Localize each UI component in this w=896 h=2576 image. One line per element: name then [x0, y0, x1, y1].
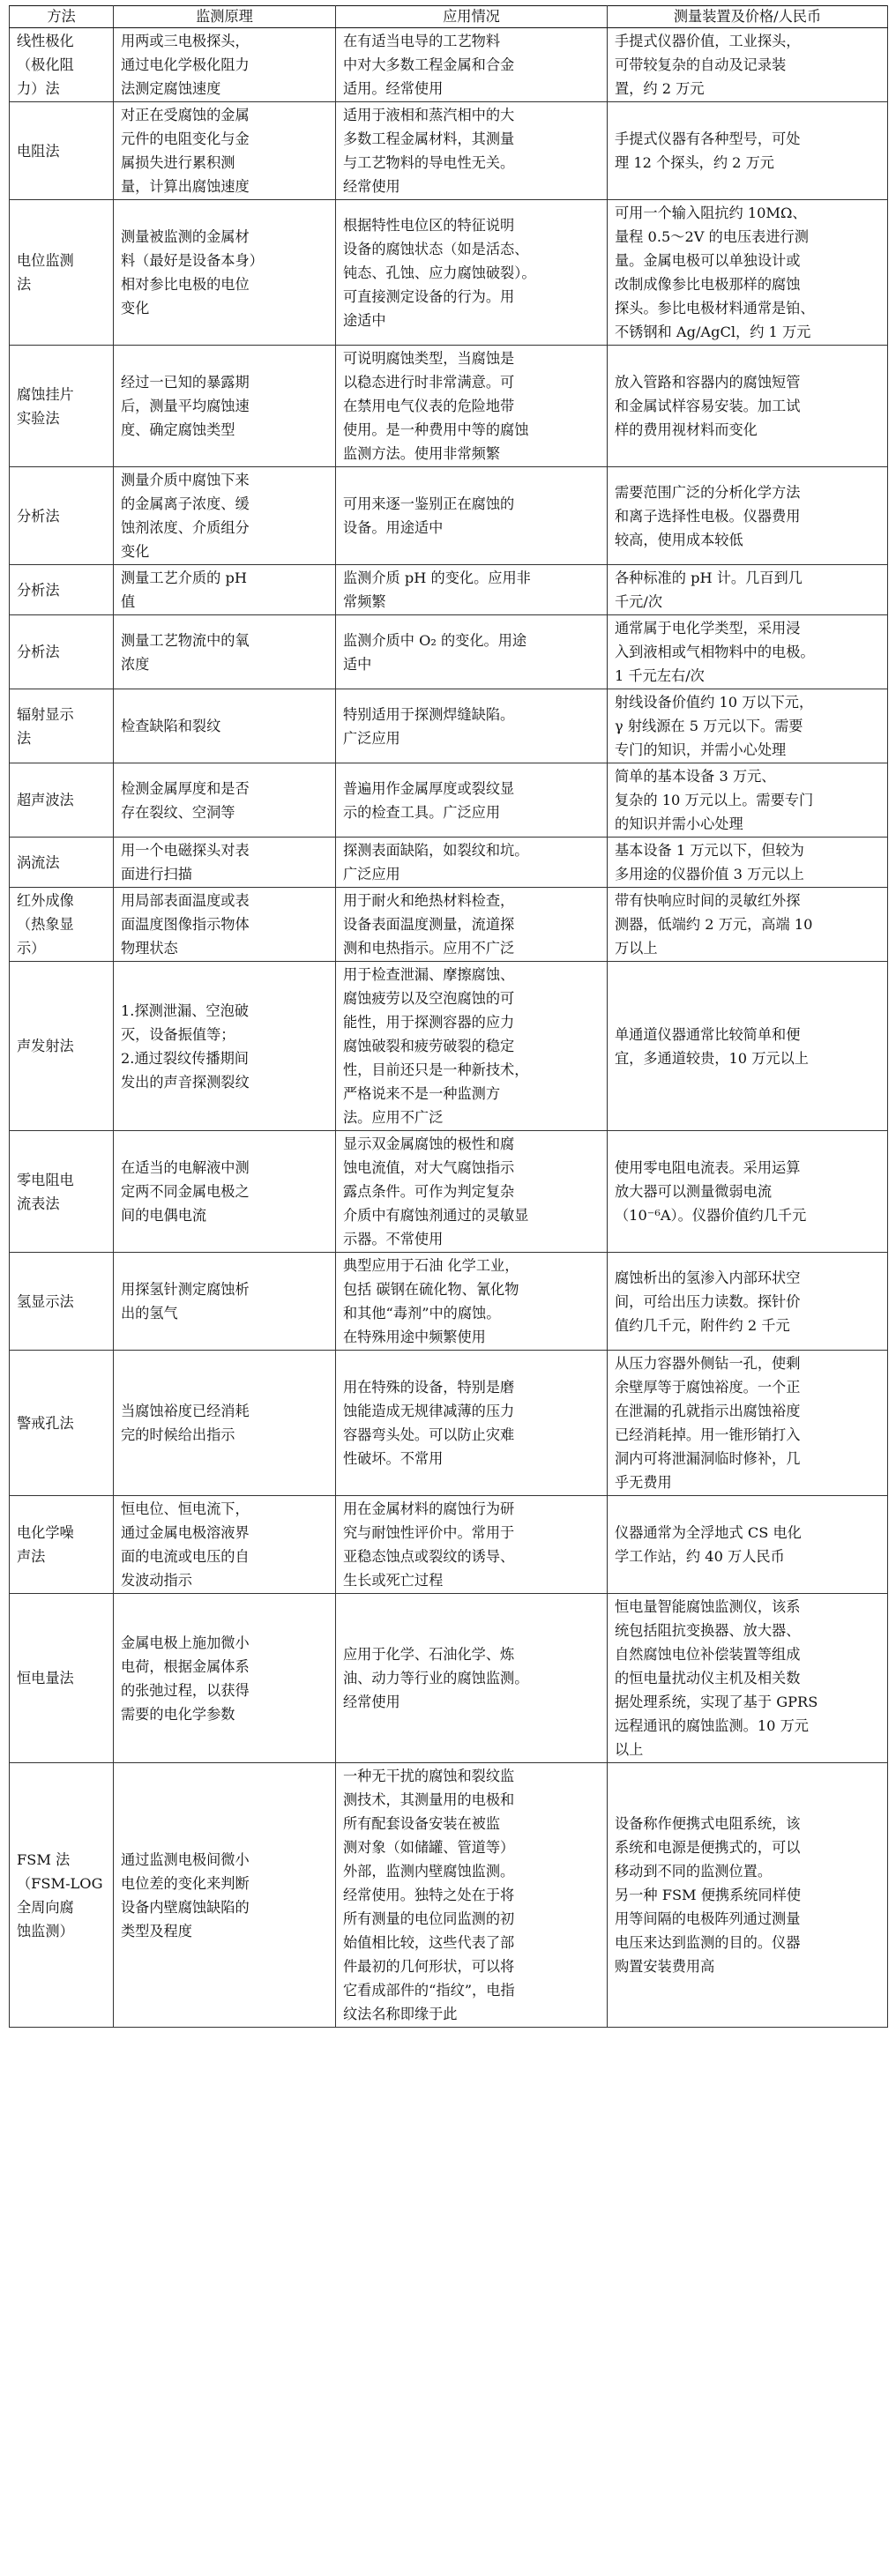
principle-cell: 测量介质中腐蚀下来 的金属离子浓度、缓 蚀剂浓度、介质组分 变化 [114, 467, 336, 565]
application-cell: 可说明腐蚀类型，当腐蚀是 以稳态进行时非常满意。可 在禁用电气仪表的危险地带 使用。是一种费用中等的腐蚀 监测方法。使用非常频繁 [336, 346, 608, 467]
table-row [10, 28, 888, 102]
device-price-cell: 射线设备价值约 10 万以下元， γ 射线源在 5 万元以下。需要 专门的知识，并需小心处理 [608, 689, 888, 763]
device-price-cell: 设备称作便携式电阻系统，该 系统和电源是便携式的，可以 移动到不同的监测位置。 另一种 FSM 便携系统同样使 用等间隔的电极阵列通过测量 电压来达到监测的目的。仪器 购置安装费用高 [608, 1763, 888, 2028]
device-price-cell: 通常属于电化学类型，采用浸 入到液相或气相物料中的电极。 1 千元左右/次 [608, 615, 888, 689]
header-principle: 监测原理 [114, 6, 336, 28]
device-price-cell: 单通道仪器通常比较简单和便 宜，多通道较贵，10 万元以上 [608, 962, 888, 1131]
method-cell: 电阻法 [10, 102, 114, 200]
device-price-cell: 恒电量智能腐蚀监测仪，该系 统包括阻抗变换器、放大器、 自然腐蚀电位补偿装置等组成 的恒电量扰动仪主机及相关数 据处理系统，实现了基于 GPRS 远程通讯的腐蚀监测。10 万元 以上 [608, 1594, 888, 1763]
principle-cell: 1.探测泄漏、空泡破 灭，设备振值等； 2.通过裂纹传播期间 发出的声音探测裂纹 [114, 962, 336, 1131]
table-row [10, 1131, 888, 1253]
table-row [10, 102, 888, 200]
method-cell: 零电阻电 流表法 [10, 1131, 114, 1253]
application-cell: 应用于化学、石油化学、炼 油、动力等行业的腐蚀监测。 经常使用 [336, 1594, 608, 1763]
header-application: 应用情况 [336, 6, 608, 28]
principle-cell: 在适当的电解液中测 定两不同金属电极之 间的电偶电流 [114, 1131, 336, 1253]
device-price-cell: 可用一个输入阻抗约 10MΩ、 量程 0.5～2V 的电压表进行测 量。金属电极可以单独设计或 改制成像参比电极那样的腐蚀 探头。参比电极材料通常是铂、 不锈钢和 Ag/AgCl，约 1 万元 [608, 200, 888, 346]
device-price-cell: 手提式仪器价值，工业探头， 可带较复杂的自动及记录装 置，约 2 万元 [608, 28, 888, 102]
device-price-cell: 手提式仪器有各种型号，可处 理 12 个探头，约 2 万元 [608, 102, 888, 200]
device-price-cell: 放入管路和容器内的腐蚀短管 和金属试样容易安装。加工试 样的费用视材料而变化 [608, 346, 888, 467]
application-cell: 监测介质 pH 的变化。应用非 常频繁 [336, 565, 608, 615]
method-cell: FSM 法 （FSM-LOG 全周向腐 蚀监测） [10, 1763, 114, 2028]
method-cell: 氢显示法 [10, 1253, 114, 1351]
method-cell: 涡流法 [10, 838, 114, 888]
header-row [10, 6, 888, 28]
table-row [10, 615, 888, 689]
method-cell: 腐蚀挂片 实验法 [10, 346, 114, 467]
table-row [10, 565, 888, 615]
table-row [10, 888, 888, 962]
application-cell: 在有适当电导的工艺物料 中对大多数工程金属和合金 适用。经常使用 [336, 28, 608, 102]
method-cell: 超声波法 [10, 763, 114, 838]
table-row [10, 1594, 888, 1763]
application-cell: 普遍用作金属厚度或裂纹显 示的检查工具。广泛应用 [336, 763, 608, 838]
application-cell: 用于耐火和绝热材料检查， 设备表面温度测量，流道探 测和电热指示。应用不广泛 [336, 888, 608, 962]
principle-cell: 测量工艺物流中的氧 浓度 [114, 615, 336, 689]
table-row [10, 838, 888, 888]
principle-cell: 对正在受腐蚀的金属 元件的电阻变化与金 属损失进行累积测 量，计算出腐蚀速度 [114, 102, 336, 200]
table-row [10, 200, 888, 346]
application-cell: 适用于液相和蒸汽相中的大 多数工程金属材料，其测量 与工艺物料的导电性无关。 经常使用 [336, 102, 608, 200]
principle-cell: 当腐蚀裕度已经消耗 完的时候给出指示 [114, 1351, 336, 1496]
application-cell: 典型应用于石油 化学工业， 包括 碳钢在硫化物、氰化物 和其他“毒剂”中的腐蚀。 在特殊用途中频繁使用 [336, 1253, 608, 1351]
table-row [10, 962, 888, 1131]
device-price-cell: 简单的基本设备 3 万元、 复杂的 10 万元以上。需要专门 的知识并需小心处理 [608, 763, 888, 838]
principle-cell: 用一个电磁探头对表 面进行扫描 [114, 838, 336, 888]
method-cell: 辐射显示 法 [10, 689, 114, 763]
table-row [10, 1496, 888, 1594]
table-row [10, 1351, 888, 1496]
device-price-cell: 各种标准的 pH 计。几百到几 千元/次 [608, 565, 888, 615]
principle-cell: 经过一已知的暴露期 后，测量平均腐蚀速 度、确定腐蚀类型 [114, 346, 336, 467]
method-cell: 声发射法 [10, 962, 114, 1131]
device-price-cell: 腐蚀析出的氢渗入内部环状空 间，可给出压力读数。探针价 值约几千元，附件约 2 千元 [608, 1253, 888, 1351]
method-cell: 线性极化 （极化阻 力）法 [10, 28, 114, 102]
method-cell: 分析法 [10, 467, 114, 565]
principle-cell: 金属电极上施加微小 电荷，根据金属体系 的张弛过程，以获得 需要的电化学参数 [114, 1594, 336, 1763]
application-cell: 特别适用于探测焊缝缺陷。 广泛应用 [336, 689, 608, 763]
method-cell: 红外成像 （热象显 示） [10, 888, 114, 962]
table-header [10, 6, 888, 28]
header-device-price: 测量装置及价格/人民币 [608, 6, 888, 28]
principle-cell: 用局部表面温度或表 面温度图像指示物体 物理状态 [114, 888, 336, 962]
application-cell: 根据特性电位区的特征说明 设备的腐蚀状态（如是活态、 钝态、孔蚀、应力腐蚀破裂）。 可直接测定设备的行为。用 途适中 [336, 200, 608, 346]
corrosion-monitoring-methods-table [9, 5, 888, 2028]
application-cell: 用在特殊的设备，特别是磨 蚀能造成无规律减薄的压力 容器弯头处。可以防止灾难 性破坏。不常用 [336, 1351, 608, 1496]
application-cell: 可用来逐一鉴别正在腐蚀的 设备。用途适中 [336, 467, 608, 565]
method-cell: 电化学噪 声法 [10, 1496, 114, 1594]
table-body [10, 28, 888, 2028]
principle-cell: 检查缺陷和裂纹 [114, 689, 336, 763]
table-row [10, 689, 888, 763]
table-row [10, 346, 888, 467]
table-row [10, 1763, 888, 2028]
method-cell: 分析法 [10, 615, 114, 689]
table-row [10, 467, 888, 565]
table-row [10, 763, 888, 838]
principle-cell: 通过监测电极间微小 电位差的变化来判断 设备内壁腐蚀缺陷的 类型及程度 [114, 1763, 336, 2028]
device-price-cell: 需要范围广泛的分析化学方法 和离子选择性电极。仪器费用 较高，使用成本较低 [608, 467, 888, 565]
application-cell: 探测表面缺陷，如裂纹和坑。 广泛应用 [336, 838, 608, 888]
principle-cell: 检测金属厚度和是否 存在裂纹、空洞等 [114, 763, 336, 838]
device-price-cell: 使用零电阻电流表。采用运算 放大器可以测量微弱电流 （10⁻⁶A）。仪器价值约几千元 [608, 1131, 888, 1253]
principle-cell: 测量工艺介质的 pH 值 [114, 565, 336, 615]
device-price-cell: 仪器通常为全浮地式 CS 电化 学工作站，约 40 万人民币 [608, 1496, 888, 1594]
table-row [10, 1253, 888, 1351]
application-cell: 用于检查泄漏、摩擦腐蚀、 腐蚀疲劳以及空泡腐蚀的可 能性，用于探测容器的应力 腐蚀破裂和疲劳破裂的稳定 性，目前还只是一种新技术， 严格说来不是一种监测方 法。应用不广泛 [336, 962, 608, 1131]
principle-cell: 恒电位、恒电流下， 通过金属电极溶液界 面的电流或电压的自 发波动指示 [114, 1496, 336, 1594]
principle-cell: 用探氢针测定腐蚀析 出的氢气 [114, 1253, 336, 1351]
method-cell: 电位监测 法 [10, 200, 114, 346]
application-cell: 显示双金属腐蚀的极性和腐 蚀电流值，对大气腐蚀指示 露点条件。可作为判定复杂 介质中有腐蚀剂通过的灵敏显 示器。不常使用 [336, 1131, 608, 1253]
application-cell: 监测介质中 O₂ 的变化。用途 适中 [336, 615, 608, 689]
device-price-cell: 从压力容器外侧钻一孔，使剩 余壁厚等于腐蚀裕度。一个正 在泄漏的孔就指示出腐蚀裕度 已经消耗掉。用一锥形销打入 洞内可将泄漏洞临时修补，几 乎无费用 [608, 1351, 888, 1496]
principle-cell: 测量被监测的金属材 料（最好是设备本身） 相对参比电极的电位 变化 [114, 200, 336, 346]
method-cell: 恒电量法 [10, 1594, 114, 1763]
device-price-cell: 基本设备 1 万元以下，但较为 多用途的仪器价值 3 万元以上 [608, 838, 888, 888]
principle-cell: 用两或三电极探头， 通过电化学极化阻力 法测定腐蚀速度 [114, 28, 336, 102]
method-cell: 警戒孔法 [10, 1351, 114, 1496]
application-cell: 用在金属材料的腐蚀行为研 究与耐蚀性评价中。常用于 亚稳态蚀点或裂纹的诱导、 生长或死亡过程 [336, 1496, 608, 1594]
device-price-cell: 带有快响应时间的灵敏红外探 测器，低端约 2 万元，高端 10 万以上 [608, 888, 888, 962]
method-cell: 分析法 [10, 565, 114, 615]
application-cell: 一种无干扰的腐蚀和裂纹监 测技术，其测量用的电极和 所有配套设备安装在被监 测对象（如储罐、管道等） 外部，监测内壁腐蚀监测。 经常使用。独特之处在于将 所有测量的电位同监测的初 始值相比较，这些代表了部 件最初的几何形状，可以将 它看成部件的“指纹”，电指 纹法名称即缘于此 [336, 1763, 608, 2028]
header-method: 方法 [10, 6, 114, 28]
